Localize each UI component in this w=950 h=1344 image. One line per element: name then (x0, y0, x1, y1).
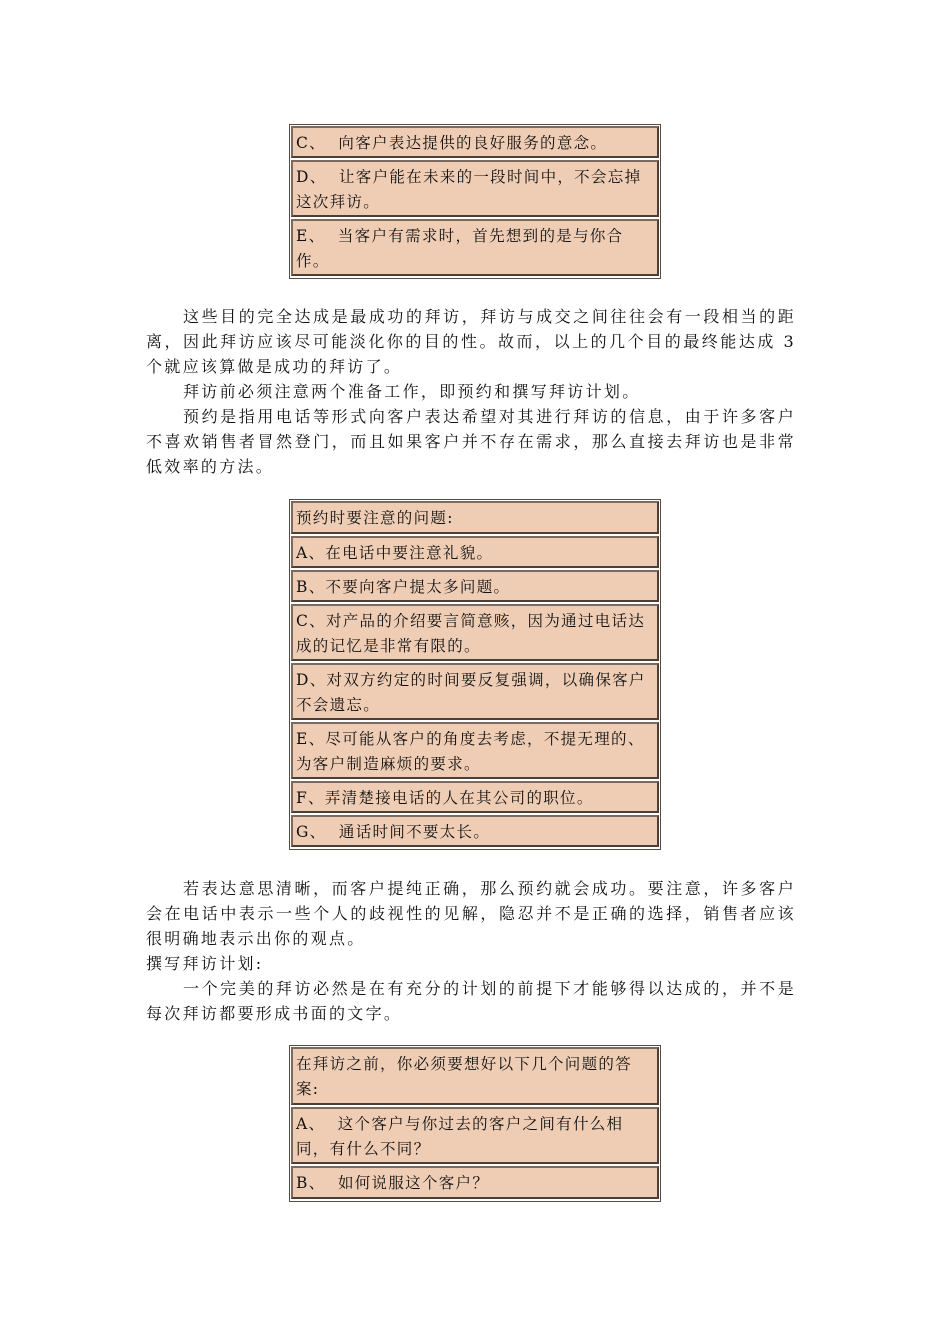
tip-item-d: D、对双方约定的时间要反复强调，以确保客户不会遗忘。 (291, 663, 659, 720)
body-paragraph: 一个完美的拜访必然是在有充分的计划的前提下才能够得以达成的，并不是每次拜访都要形成书面的文字。 (146, 979, 796, 1023)
goals-box (289, 124, 661, 279)
tip-item-e: E、尽可能从客户的角度去考虑，不提无理的、为客户制造麻烦的要求。 (291, 722, 659, 779)
goal-item-e: E、 当客户有需求时，首先想到的是与你合作。 (291, 219, 659, 276)
body-paragraph: 预约是指用电话等形式向客户表达希望对其进行拜访的信息，由于许多客户不喜欢销售者冒然登门，而且如果客户并不存在需求，那么直接去拜访也是非常低效率的方法。 (146, 407, 796, 476)
tips-heading: 预约时要注意的问题: (291, 501, 659, 534)
body-paragraph: 这些目的完全达成是最成功的拜访，拜访与成交之间往往会有一段相当的距离，因此拜访应该尽可能淡化你的目的性。故而，以上的几个目的最终能达成 3 个就应该算做是成功的拜访了。 (146, 307, 796, 376)
tip-item-b: B、不要向客户提太多问题。 (291, 570, 659, 602)
tip-item-f: F、弄清楚接电话的人在其公司的职位。 (291, 781, 659, 813)
question-item-b: B、 如何说服这个客户？ (291, 1166, 659, 1199)
pre-visit-questions-box (289, 1045, 661, 1202)
goal-item-d: D、 让客户能在未来的一段时间中，不会忘掉这次拜访。 (291, 160, 659, 217)
question-item-a: A、 这个客户与你过去的客户之间有什么相同，有什么不同？ (291, 1107, 659, 1164)
section-heading: 撰写拜访计划: (146, 954, 264, 973)
tip-item-a: A、在电话中要注意礼貌。 (291, 536, 659, 568)
tip-item-c: C、对产品的介绍要言简意赅，因为通过电话达成的记忆是非常有限的。 (291, 604, 659, 661)
tip-item-g: G、 通话时间不要太长。 (291, 815, 659, 847)
body-paragraph: 拜访前必须注意两个准备工作，即预约和撰写拜访计划。 (183, 382, 641, 401)
goal-item-c: C、 向客户表达提供的良好服务的意念。 (291, 126, 659, 158)
body-paragraph: 若表达意思清晰，而客户提纯正确，那么预约就会成功。要注意，许多客户会在电话中表示一些个人的歧视性的见解，隐忍并不是正确的选择，销售者应该很明确地表示出你的观点。 (146, 879, 796, 948)
appointment-tips-box (289, 499, 661, 850)
questions-heading: 在拜访之前，你必须要想好以下几个问题的答案: (291, 1047, 659, 1105)
